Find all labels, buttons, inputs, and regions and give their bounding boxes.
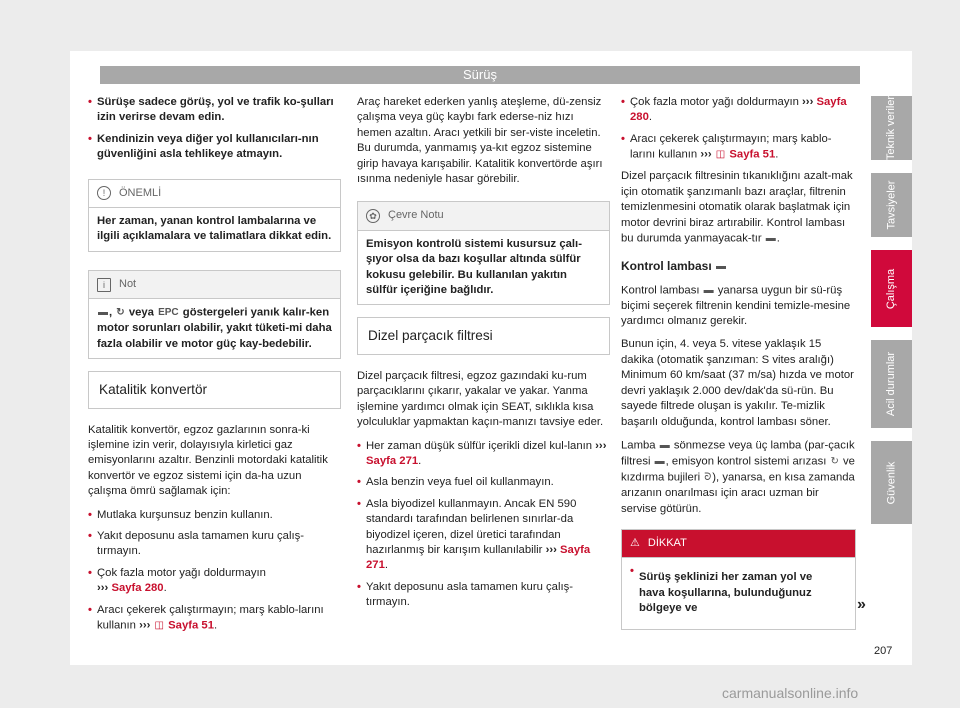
- list-item: • Çok fazla motor yağı doldurmayın ››› Sayfa 280.: [621, 95, 856, 126]
- side-tabs: [871, 96, 912, 537]
- warning-label: DİKKAT: [647, 537, 687, 549]
- paragraph: Lamba ▬ sönmezse veya üç lamba (par-çacık filtresi ▬, emisyon kontrol sistemi arızası ↻ ve kızdırma bujileri ᘐ), yanarsa, en kısa zamanda arızanın onarılması için aracı uzman bir servise götürün.: [621, 439, 855, 515]
- paragraph: Dizel parçacık filtresinin tıkanıklığını azalt-mak için otomatik şanzımanlı bazı araçlar, filtrenin temizlenmesini otomatik olarak başlatmak için motor devrini biraz artırabilir. Kontrol lambası bu durumda yanmayacak-tır ▬.: [621, 170, 853, 245]
- continue-mark: »: [857, 596, 866, 613]
- list-item: • Sürüşe sadece görüş, yol ve trafik ko-şulları izin verirse devam edin.: [88, 95, 341, 126]
- list-item: • Kendinizin veya diğer yol kullanıcıları-nın güvenliğini asla tehlikeye atmayın.: [88, 132, 341, 163]
- warning-triangle-icon: ⚠: [630, 537, 640, 549]
- tab-guvenlik[interactable]: Güvenlik: [871, 441, 912, 524]
- warning-header: [622, 530, 855, 558]
- list-item: • Çok fazla motor yağı doldurmayın ››› Sayfa 280.: [88, 566, 341, 597]
- list-item: • Yakıt deposunu asla tamamen kuru çalış-tırmayın.: [88, 529, 341, 560]
- page-link[interactable]: Sayfa 51: [729, 148, 776, 161]
- page-link[interactable]: Sayfa 51: [168, 619, 214, 632]
- note-label: Not: [119, 277, 137, 290]
- environment-note-label: Çevre Notu: [388, 209, 444, 222]
- page-link[interactable]: Sayfa 280: [630, 96, 847, 124]
- list-item: • Her zaman düşük sülfür içerikli dizel kul-lanın ››› Sayfa 271.: [357, 439, 610, 470]
- page-link[interactable]: Sayfa 280: [111, 582, 164, 595]
- paragraph: Araç hareket ederken yanlış ateşleme, dü-zensiz çalışma veya güç kaybı fark ederse-niz hızı hemen azaltın. Aracı yetkili bir ser-viste inceletin. Bu durumda, yanmamış ya-kıt egzoz sistemine girip havaya karışabilir. Katalitik konvertörde aşırı ısınma nedeniyle hasar görebilir.: [357, 96, 603, 186]
- leaf-icon: ✿: [366, 209, 380, 223]
- list-item: • Asla biyodizel kullanmayın. Ancak EN 590 standardı tarafından belirlenen sınırlar-da biyodizel içeren, dizel üretici tarafından hazırlanmış bir karışım kullanılabilir ››› Sayfa 271.: [357, 497, 610, 574]
- list-item: • Yakıt deposunu asla tamamen kuru çalış-tırmayın.: [357, 580, 610, 611]
- warning-text: • Sürüş şeklinizi her zaman yol ve hava koşullarına, bulunduğunuz bölgeye ve: [630, 564, 847, 622]
- column-3: [621, 95, 856, 642]
- section-title-catalytic: Katalitik konvertör: [88, 371, 341, 408]
- particle-filter-icon: ▬: [659, 439, 670, 451]
- emission-icon: ↻: [830, 456, 839, 467]
- glow-plug-icon: ᘐ: [704, 472, 712, 484]
- caution-label: ÖNEMLİ: [119, 186, 162, 199]
- particle-filter-icon: ▬: [716, 261, 727, 273]
- note-header: [89, 271, 340, 299]
- caution-header: [89, 180, 340, 208]
- paragraph: Dizel parçacık filtresi, egzoz gazındaki ku-rum parçacıklarını çıkarır, yakalar ve yakar. Yanma işlemine yardımcı olmak için SEAT, sıklıkla kısa yolculuklar yapmaktan kaçın-manızı tavsiye eder.: [357, 369, 604, 429]
- book-icon: ◫: [154, 620, 164, 632]
- exclamation-icon: !: [97, 186, 111, 200]
- environment-note-text: Emisyon kontrolü sistemi kusursuz çalı-şıyor olsa da bazı koşullar altında sülfür kokusu gelebilir. Bu kullanılan yakıtın sülfür içeriğine bağlıdır.: [366, 237, 582, 297]
- engine-lamp-icon: ▬: [98, 307, 108, 319]
- caution-text: Her zaman, yanan kontrol lambalarına ve ilgili açıklamalara ve talimatlara dikkat edin.: [97, 215, 332, 243]
- paragraph: Bunun için, 4. veya 5. vitese yaklaşık 15 dakika (otomatik şanzıman: S vites aralığı) Minimum 60 km/saat (37 m/sa) hızda ve motor devri yaklaşık 2.000 dev/dak'da sü-rün. Bu sayede filtrede oluşan is yakılır. Te-mizlik başarılı olduğunda, kontrol lambası söner.: [621, 338, 854, 428]
- tab-teknik-veriler[interactable]: Teknik veriler: [871, 96, 912, 160]
- section-title-diesel-filter: Dizel parçacık filtresi: [357, 317, 610, 354]
- paragraph: Kontrol lambası ▬ yanarsa uygun bir sü-rüş biçimi seçerek filtrenin kendini temizle-mesine yardımcı olmanız gerekir.: [621, 284, 851, 328]
- tab-calisma[interactable]: Çalışma: [871, 250, 912, 327]
- page-link[interactable]: Sayfa 271: [366, 543, 591, 572]
- info-icon: i: [97, 278, 111, 292]
- list-item: • Aracı çekerek çalıştırmayın; marş kablo-larını kullanın ››› ◫ Sayfa 51.: [88, 603, 341, 635]
- list-item: • Asla benzin veya fuel oil kullanmayın.: [357, 475, 610, 490]
- emission-icon: ↻: [116, 307, 125, 319]
- watermark: carmanualsonline.info: [722, 685, 859, 701]
- environment-note-box: [357, 201, 610, 305]
- tab-acil-durumlar[interactable]: Acil durumlar: [871, 340, 912, 428]
- particle-filter-icon: ▬: [703, 284, 714, 296]
- tab-tavsiyeler[interactable]: Tavsiyeler: [871, 173, 912, 237]
- book-icon: ◫: [715, 149, 726, 161]
- paragraph: Katalitik konvertör, egzoz gazlarının sonra-ki işlemine izin verir, dolayısıyla kirletici gaz emisyonlarını azaltır. Benzinli motordaki katalitik konvertör ve egzoz sistemi için da-ha uzun çalışma ömrü sağlamak için:: [88, 423, 328, 498]
- page-number: 207: [874, 645, 893, 657]
- list-item: • Aracı çekerek çalıştırmayın; marş kablo-larını kullanın ››› ◫ Sayfa 51.: [621, 132, 856, 164]
- note-text: ▬, ↻ veya EPC göstergeleri yanık kalır-ken motor sorunları olabilir, yakıt tüketi-mi daha fazla olabilir ve motor güç kay-bedebilir.: [97, 306, 332, 350]
- page-link[interactable]: Sayfa 271: [366, 454, 419, 467]
- subheading: Kontrol lambası ▬: [621, 259, 727, 274]
- column-1: [88, 95, 341, 640]
- environment-note-header: [358, 202, 609, 230]
- note-box: [88, 270, 341, 359]
- warning-box: [621, 529, 856, 630]
- particle-filter-icon: ▬: [765, 232, 776, 244]
- list-item: • Mutlaka kurşunsuz benzin kullanın.: [88, 508, 341, 523]
- epc-icon: EPC: [158, 307, 179, 319]
- caution-box: [88, 179, 341, 252]
- particle-filter-icon: ▬: [654, 456, 665, 467]
- page-header: Sürüş: [100, 66, 860, 84]
- column-2: [357, 95, 610, 617]
